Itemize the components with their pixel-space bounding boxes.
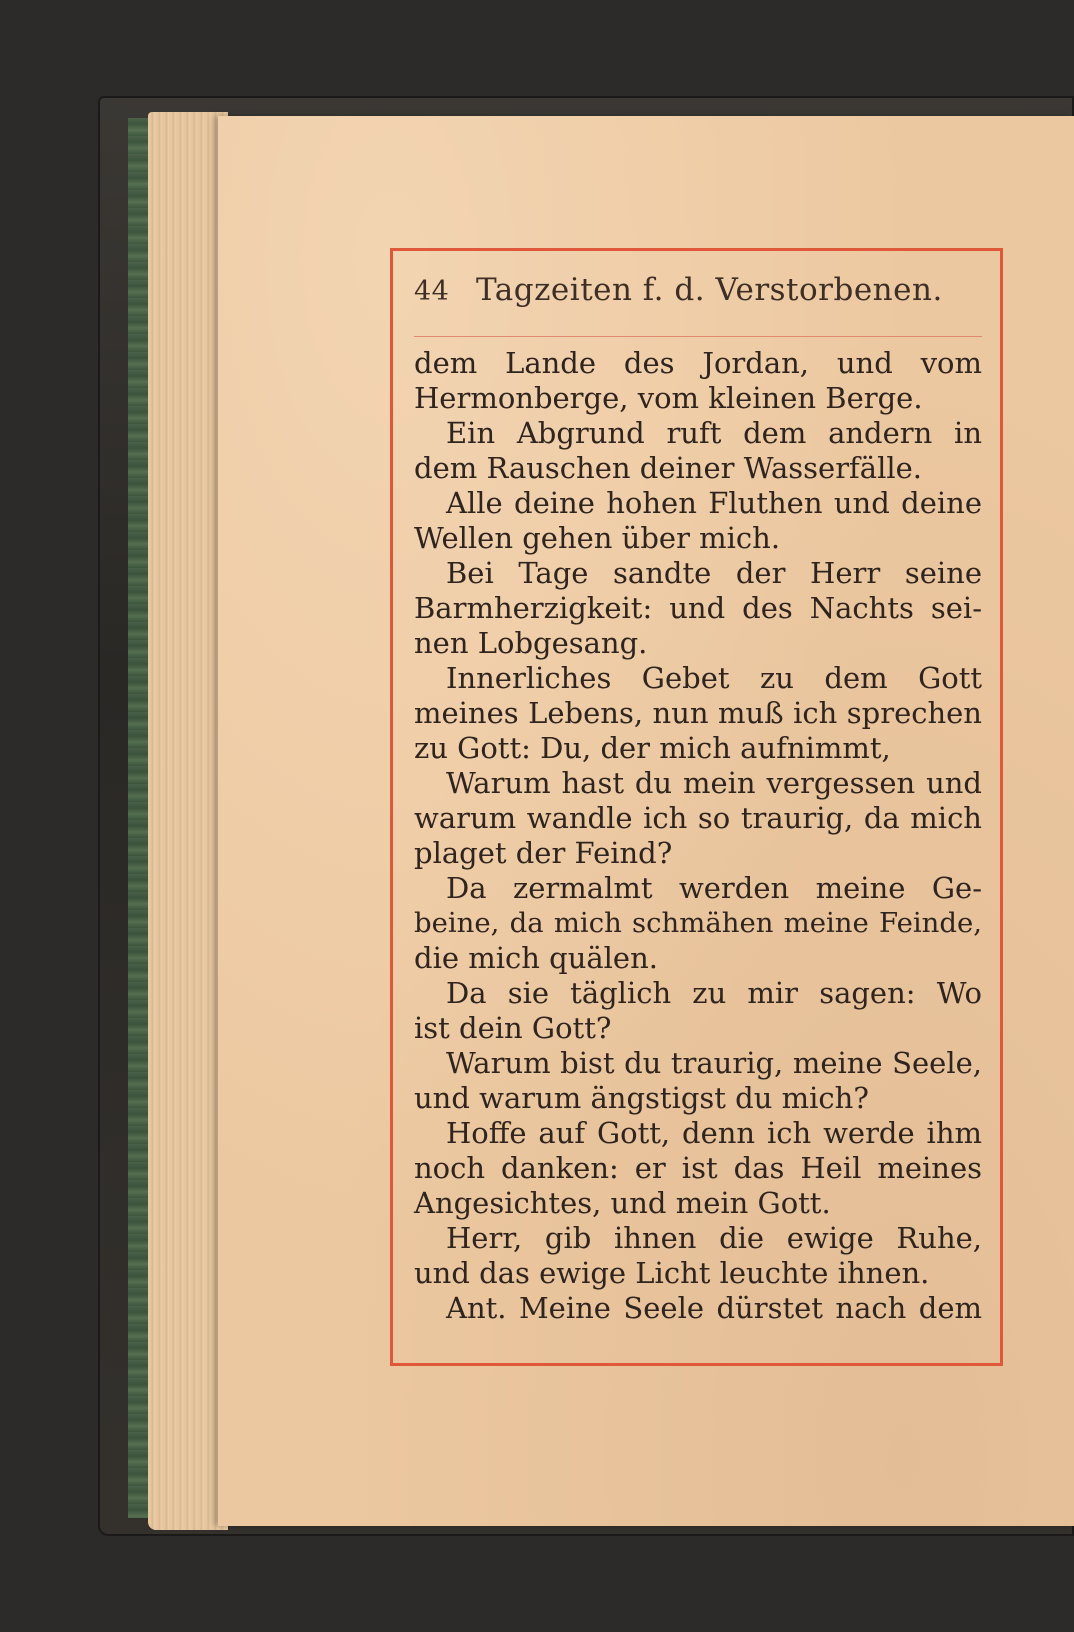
text-line: plaget der Feind? bbox=[414, 836, 673, 870]
text-line: zu Gott: Du, der mich aufnimmt, bbox=[414, 731, 891, 765]
header-rule bbox=[414, 336, 982, 337]
text-line: ist dein Gott? bbox=[414, 1011, 612, 1045]
text-line: dem Lande des Jordan, und vom bbox=[414, 346, 982, 380]
text-line: beine, da mich schmähen meine Feinde, bbox=[414, 907, 982, 939]
text-line: warum wandle ich so traurig, da mich bbox=[414, 801, 982, 835]
text-line: die mich quälen. bbox=[414, 941, 658, 975]
text-line: Warum hast du mein vergessen und bbox=[446, 766, 982, 800]
body-text bbox=[414, 346, 982, 1326]
page-number: 44 bbox=[414, 276, 450, 307]
text-line: Warum bist du traurig, meine Seele, bbox=[446, 1046, 982, 1080]
text-line: Herr, gib ihnen die ewige Ruhe, bbox=[446, 1221, 982, 1255]
text-line: Da zermalmt werden meine Ge- bbox=[446, 871, 982, 905]
text-line: Hermonberge, vom kleinen Berge. bbox=[414, 381, 923, 415]
text-line: Alle deine hohen Fluthen und deine bbox=[446, 486, 982, 520]
text-line: Hoffe auf Gott, denn ich werde ihm bbox=[446, 1116, 982, 1150]
text-line: nen Lobgesang. bbox=[414, 626, 648, 660]
text-line: noch danken: er ist das Heil meines bbox=[414, 1151, 982, 1185]
text-line: Bei Tage sandte der Herr seine bbox=[446, 556, 982, 590]
text-line: Angesichtes, und mein Gott. bbox=[414, 1186, 831, 1220]
page-edges bbox=[148, 112, 228, 1530]
text-line: Ant. Meine Seele dürstet nach dem bbox=[446, 1291, 982, 1325]
text-line: und warum ängstigst du mich? bbox=[414, 1081, 869, 1115]
text-line: und das ewige Licht leuchte ihnen. bbox=[414, 1256, 930, 1290]
text-line: Barmherzigkeit: und des Nachts sei- bbox=[414, 591, 982, 625]
text-line: Da sie täglich zu mir sagen: Wo bbox=[446, 976, 982, 1010]
text-line: meines Lebens, nun muß ich sprechen bbox=[414, 696, 982, 730]
text-line: Ein Abgrund ruft dem andern in bbox=[446, 416, 982, 450]
book-spine-edge bbox=[128, 118, 150, 1518]
running-title: Tagzeiten f. d. Verstorbenen. bbox=[476, 272, 943, 308]
page-header bbox=[414, 272, 986, 312]
text-line: Innerliches Gebet zu dem Gott bbox=[446, 661, 982, 695]
text-line: Wellen gehen über mich. bbox=[414, 521, 781, 555]
text-line: dem Rauschen deiner Wasserfälle. bbox=[414, 451, 923, 485]
